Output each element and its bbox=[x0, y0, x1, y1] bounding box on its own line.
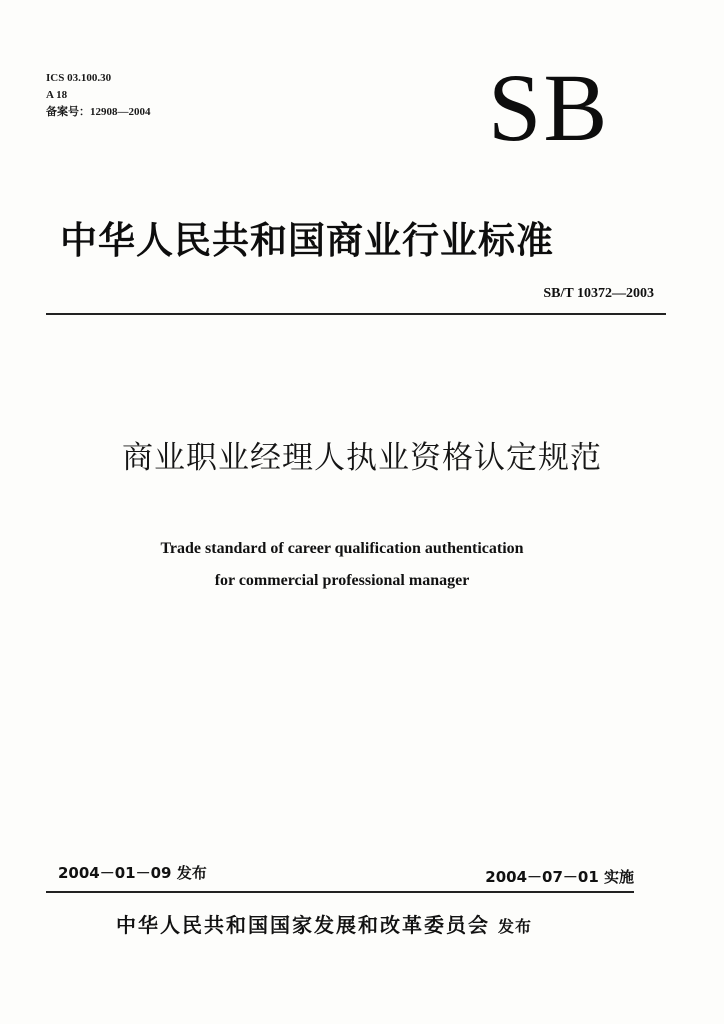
english-title-line-2: for commercial professional manager bbox=[214, 572, 470, 589]
ics-code: ICS 03.100.30 bbox=[46, 72, 112, 84]
document-title-chinese: 商业职业经理人执业资格认定规范 bbox=[122, 440, 602, 476]
classification-block bbox=[46, 70, 151, 121]
bottom-divider bbox=[46, 891, 634, 893]
top-divider bbox=[46, 313, 666, 315]
issue-date: 2004－01－09 发布 bbox=[58, 864, 207, 882]
publisher-name: 中华人民共和国国家发展和改革委员会 bbox=[116, 913, 490, 937]
publisher-line bbox=[116, 910, 532, 942]
standard-code: SB/T 10372—2003 bbox=[543, 286, 654, 301]
sb-logo: SB bbox=[488, 54, 610, 161]
publisher-action: 发布 bbox=[498, 917, 533, 936]
record-number: 备案号：12908—2004 bbox=[46, 106, 151, 118]
document-title-english bbox=[0, 533, 684, 597]
authority-title: 中华人民共和国商业行业标准 bbox=[60, 219, 554, 262]
category-code: A 18 bbox=[46, 89, 68, 101]
implementation-date: 2004－07－01 实施 bbox=[485, 868, 634, 886]
english-title-line-1: Trade standard of career qualification authentication bbox=[160, 540, 524, 557]
